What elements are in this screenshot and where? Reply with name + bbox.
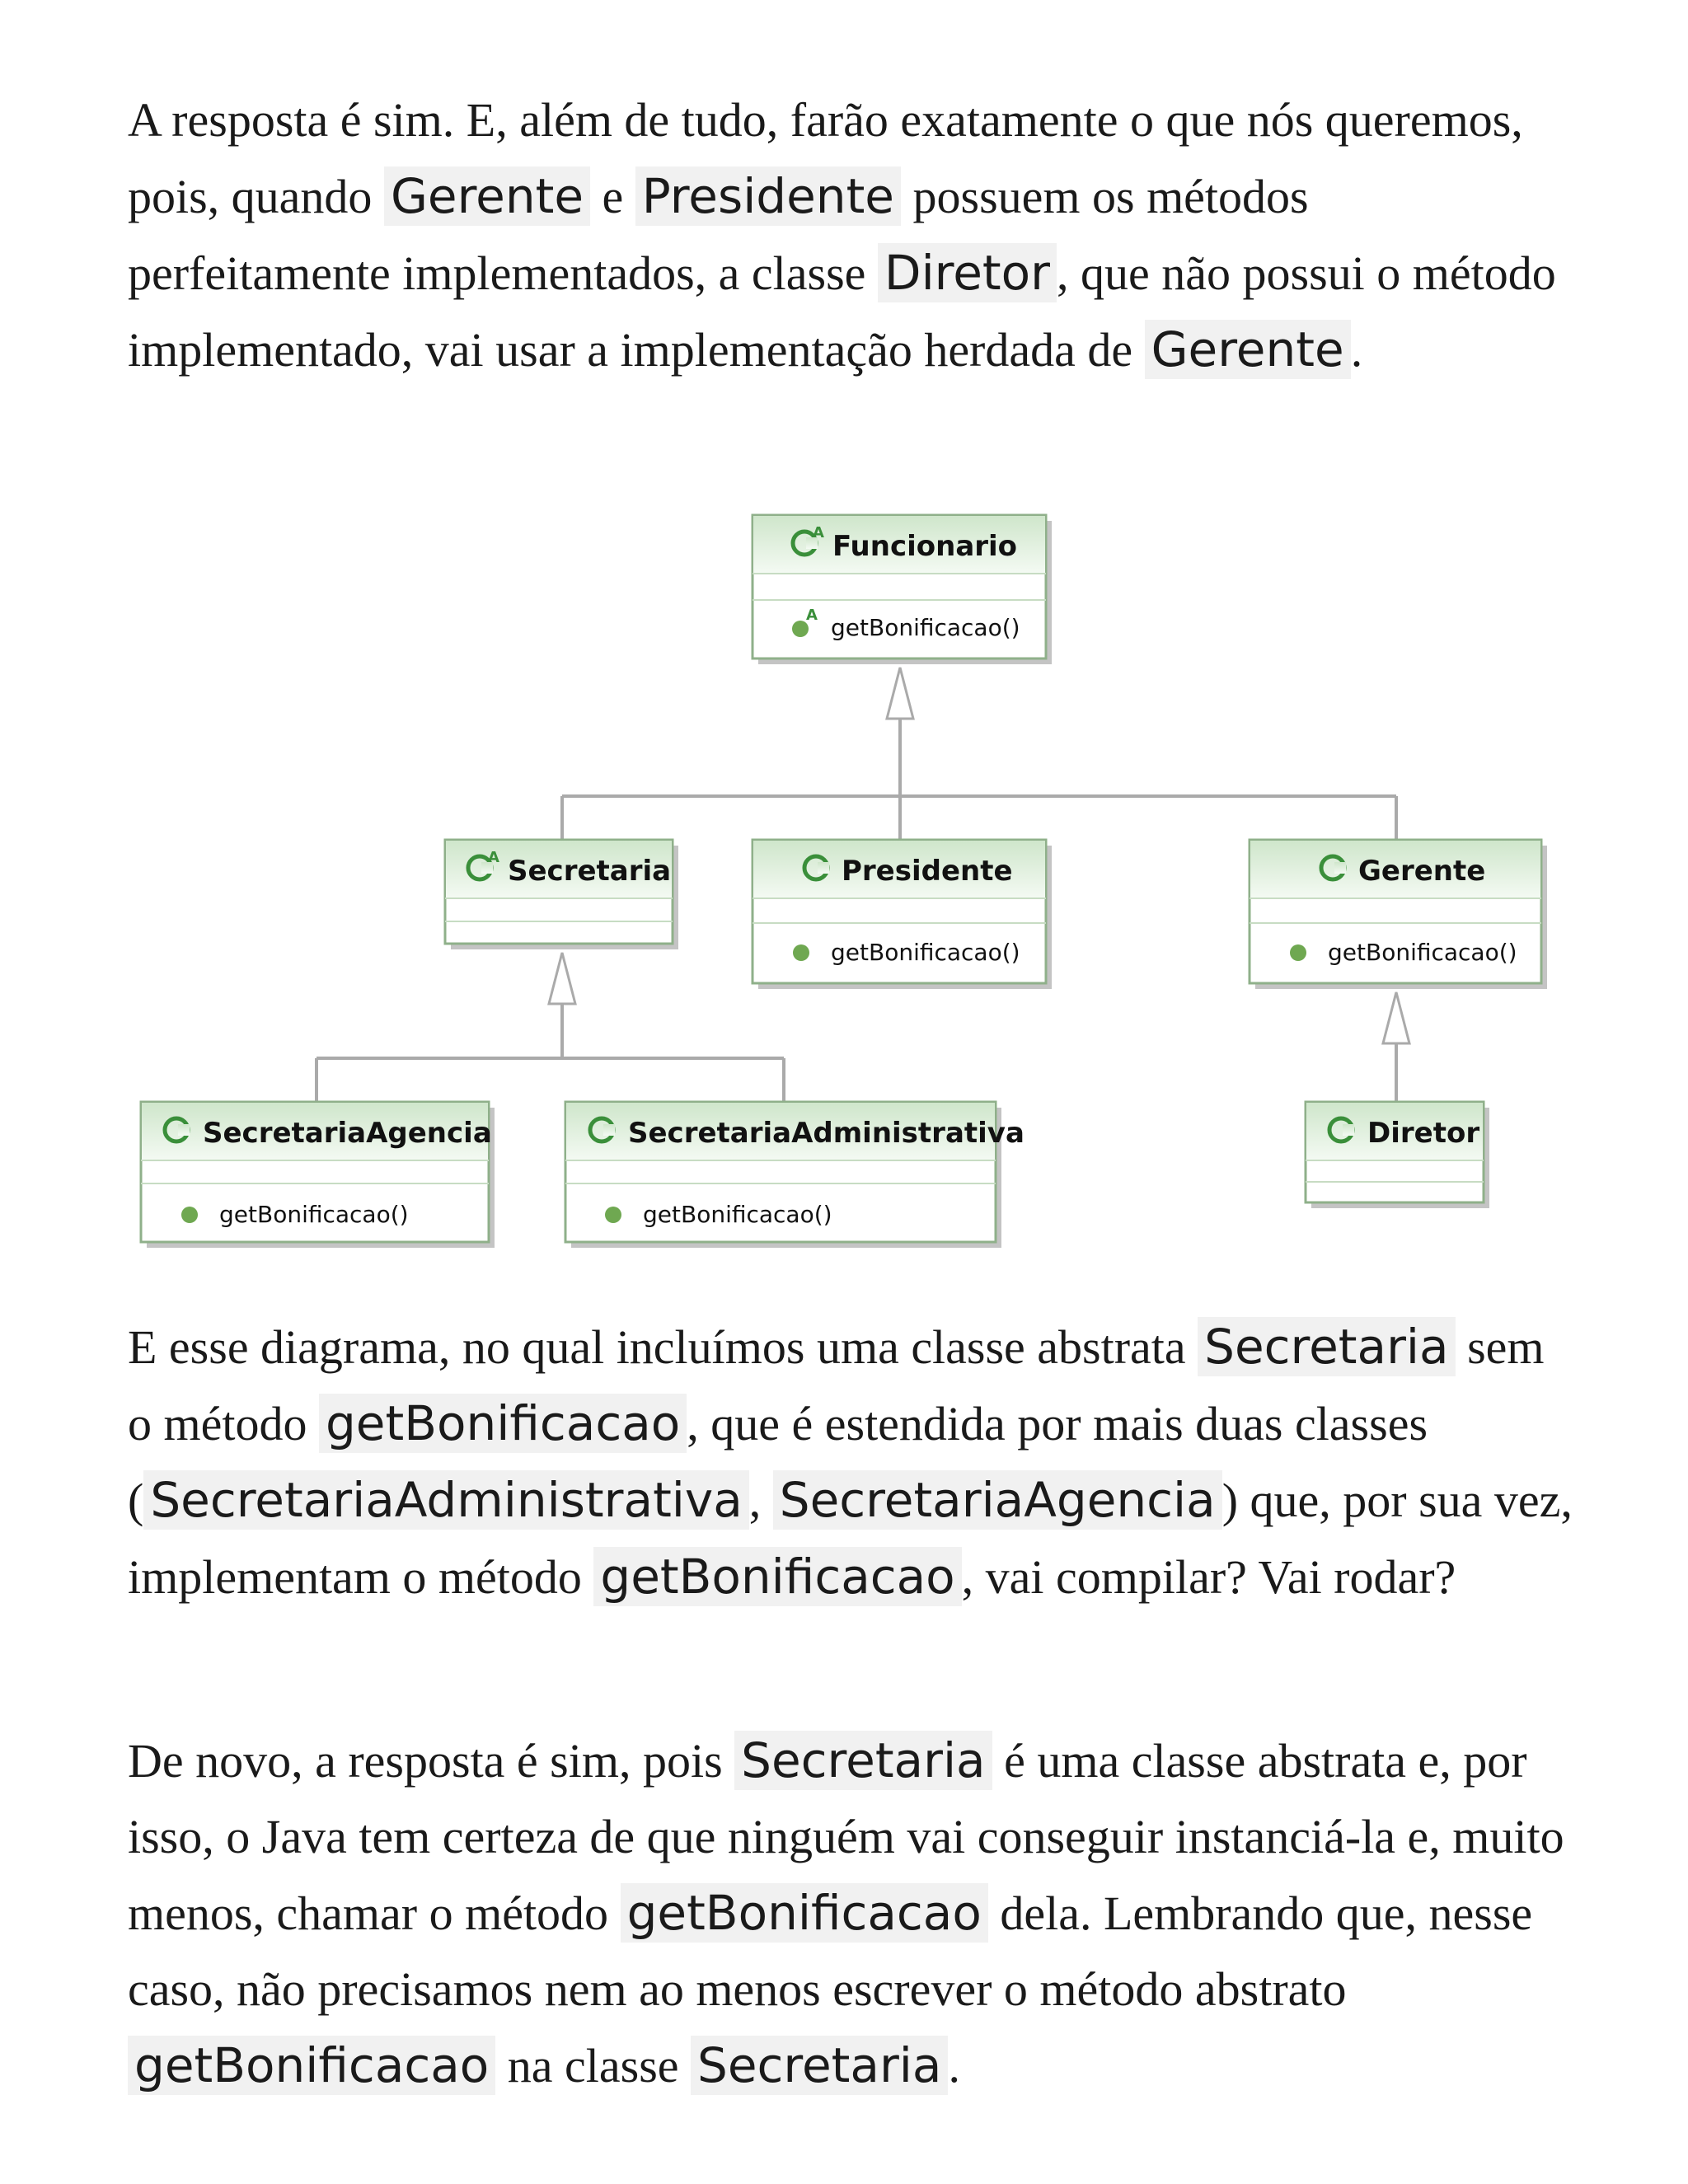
code-secretaria: Secretaria xyxy=(691,2036,948,2095)
svg-text:A: A xyxy=(488,849,499,866)
text: e xyxy=(590,170,635,223)
arrowhead-secretaria xyxy=(549,953,575,1004)
text: , que é estendida por mais duas classes ( xyxy=(128,1397,1428,1527)
class-presidente xyxy=(753,840,1052,989)
class-secretaria xyxy=(445,840,678,949)
svg-text:A: A xyxy=(806,607,818,624)
text: . xyxy=(1350,323,1363,377)
public-method-icon xyxy=(605,1207,621,1223)
class-name: Diretor xyxy=(1367,1117,1480,1150)
class-name: SecretariaAgencia xyxy=(203,1117,492,1150)
text: De novo, a resposta é sim, pois xyxy=(128,1734,735,1788)
class-name: Secretaria xyxy=(508,855,672,888)
public-method-icon xyxy=(793,944,809,961)
code-getbonificacao: getBonificacao xyxy=(319,1394,687,1453)
class-gerente xyxy=(1250,840,1547,989)
code-secretaria-administrativa: SecretariaAdministrativa xyxy=(143,1470,748,1530)
code-getbonificacao: getBonificacao xyxy=(621,1883,988,1943)
public-method-icon xyxy=(1290,944,1306,961)
class-secretaria-agencia xyxy=(141,1102,495,1248)
text: A resposta é sim. E, além de tudo, farão exatamente o que nós queremos, pois, quando xyxy=(128,93,1523,223)
text: . xyxy=(948,2039,960,2093)
code-diretor: Diretor xyxy=(878,243,1057,302)
text: E esse diagrama, no qual incluímos uma classe abstrata xyxy=(128,1320,1198,1374)
text: , xyxy=(748,1474,773,1527)
method-name: getBonificacao() xyxy=(219,1201,409,1228)
text: , que não possui o método implementado, vai usar a implementação herdada de xyxy=(128,246,1556,377)
code-presidente: Presidente xyxy=(635,166,901,226)
class-diretor xyxy=(1306,1102,1489,1208)
method-name: getBonificacao() xyxy=(643,1201,832,1228)
code-secretaria-agencia: SecretariaAgencia xyxy=(773,1470,1222,1530)
text: sem o método xyxy=(128,1320,1545,1451)
text: dela. Lembrando que, nesse caso, não precisamos nem ao menos escrever o método abstrato xyxy=(128,1886,1533,2016)
method-name: getBonificacao() xyxy=(831,939,1020,966)
class-name: SecretariaAdministrativa xyxy=(628,1117,1025,1150)
svg-text:A: A xyxy=(813,524,824,541)
paragraph-answer xyxy=(128,1722,1578,2104)
class-funcionario xyxy=(753,515,1052,664)
text: ) que, por sua vez, implementam o método xyxy=(128,1474,1573,1604)
code-getbonificacao: getBonificacao xyxy=(593,1547,961,1606)
code-secretaria: Secretaria xyxy=(734,1731,992,1790)
method-name: getBonificacao() xyxy=(831,614,1020,641)
text: possuem os métodos perfeitamente implementados, a classe xyxy=(128,170,1309,300)
method-name: getBonificacao() xyxy=(1328,939,1517,966)
text: , vai compilar? Vai rodar? xyxy=(961,1550,1456,1604)
class-name: Funcionario xyxy=(832,530,1018,563)
class-secretaria-administrativa xyxy=(565,1102,1025,1248)
public-method-icon xyxy=(181,1207,198,1223)
code-gerente: Gerente xyxy=(1145,320,1351,379)
paragraph-question xyxy=(128,1309,1578,1615)
arrowhead-gerente xyxy=(1383,992,1409,1043)
text: na classe xyxy=(495,2039,692,2093)
arrowhead-funcionario xyxy=(887,668,913,719)
class-name: Gerente xyxy=(1358,855,1486,888)
code-gerente: Gerente xyxy=(384,166,590,226)
class-name: Presidente xyxy=(842,855,1013,888)
code-secretaria: Secretaria xyxy=(1198,1317,1455,1376)
code-getbonificacao: getBonificacao xyxy=(128,2036,495,2095)
text: é uma classe abstrata e, por isso, o Java tem certeza de que ninguém vai conseguir instanciá-la e, muito menos, chamar o método xyxy=(128,1734,1564,1940)
